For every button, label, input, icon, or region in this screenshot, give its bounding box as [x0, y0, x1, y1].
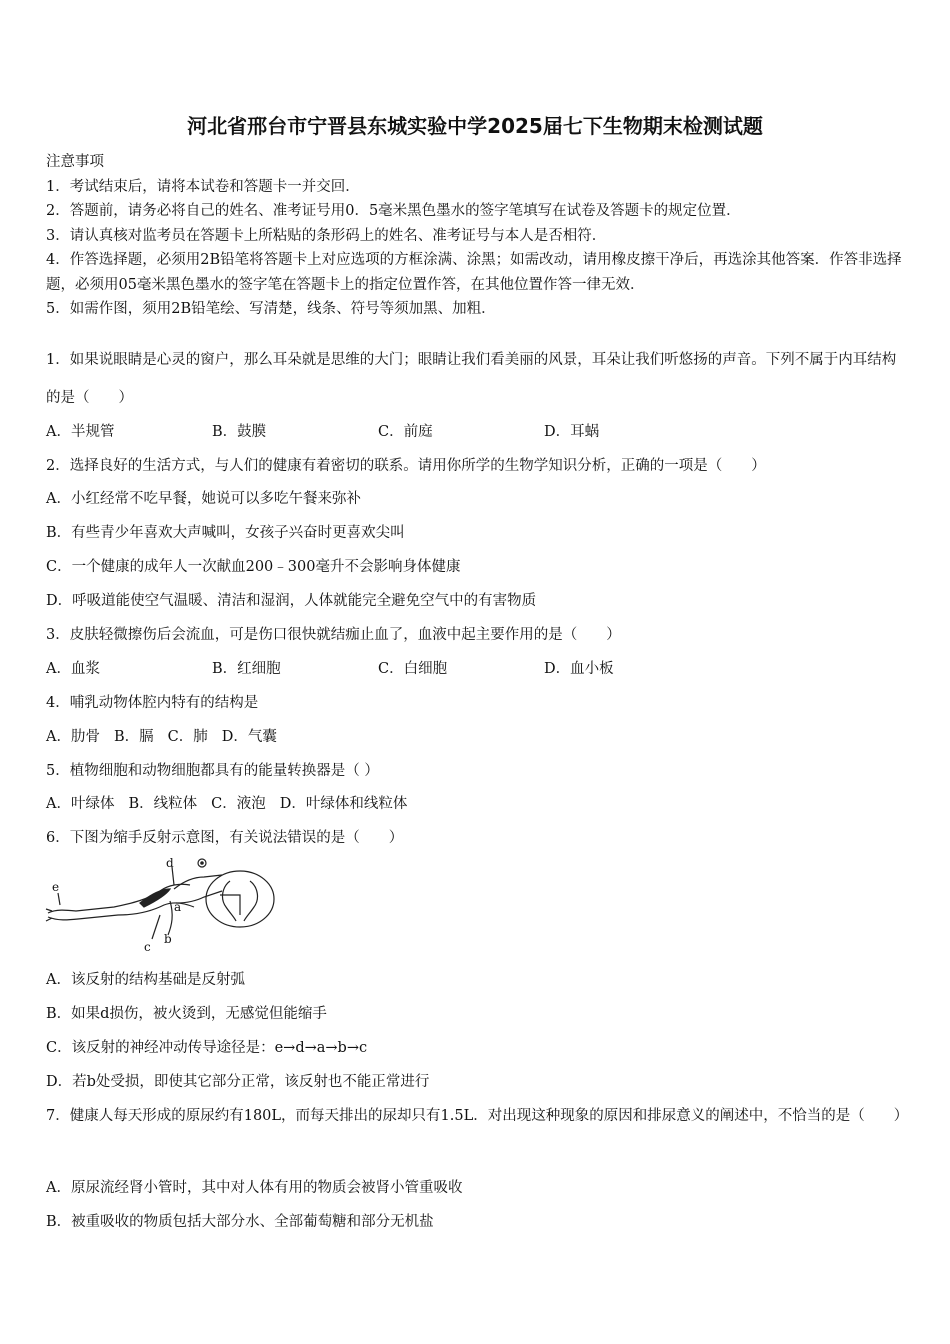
option-b: B．线粒体 [128, 796, 198, 812]
option-a: A．肋骨 [46, 729, 100, 745]
figure-label-c: c [144, 940, 151, 954]
notice-item: 4．作答选择题，必须用2B铅笔将答题卡上对应选项的方框涂满、涂黑；如需改动，请用橡皮擦干净后，再选涂其他答案．作答非选择题，必须用05毫米黑色墨水的签字笔在答题卡上的指定位置作答，在其他位置作答一律无效． [46, 252, 902, 293]
option-c: C．一个健康的成年人一次献血200﹣300毫升不会影响身体健康 [46, 559, 461, 575]
option-d: D．气囊 [221, 729, 277, 745]
option-c: C．液泡 [211, 796, 266, 812]
option-d: D．若b处受损，即使其它部分正常，该反射也不能正常进行 [46, 1074, 430, 1090]
option-d: D．血小板 [544, 661, 614, 677]
option-a: A．该反射的结构基础是反射弧 [46, 972, 245, 988]
question-6-stem: 6．下图为缩手反射示意图，有关说法错误的是（ ） [46, 830, 404, 846]
option-b: B．鼓膜 [212, 424, 267, 440]
question-1-stem: 1．如果说眼睛是心灵的窗户，那么耳朵就是思维的大门；眼睛让我们看美丽的风景，耳朵让我们听悠扬的声音。下列不属于内耳结构的是（ ） [46, 352, 897, 406]
figure-label-b: b [164, 932, 172, 946]
option-b: B．红细胞 [212, 661, 281, 677]
option-c: C．该反射的神经冲动传导途径是：e→d→a→b→c [46, 1040, 368, 1056]
option-d: D．呼吸道能使空气温暖、清洁和湿润，人体就能完全避免空气中的有害物质 [46, 593, 537, 609]
question-3-stem: 3．皮肤轻微擦伤后会流血，可是伤口很快就结痂止血了，血液中起主要作用的是（ ） [46, 627, 621, 643]
question-4-options [46, 726, 291, 748]
option-c: C．白细胞 [378, 661, 448, 677]
page-title: 河北省邢台市宁晋县东城实验中学2025届七下生物期末检测试题 [187, 114, 763, 138]
option-b: B．膈 [113, 729, 154, 745]
option-a: A．原尿流经肾小管时，其中对人体有用的物质会被肾小管重吸收 [46, 1180, 463, 1196]
notice-section [46, 150, 908, 322]
option-c: C．肺 [167, 729, 208, 745]
option-d: D．叶绿体和线粒体 [279, 796, 408, 812]
question-5-stem: 5．植物细胞和动物细胞都具有的能量转换器是（ ） [46, 763, 379, 779]
question-4-stem: 4．哺乳动物体腔内特有的结构是 [46, 695, 259, 711]
notice-item: 2．答题前，请务必将自己的姓名、准考证号用0．5毫米黑色墨水的签字笔填写在试卷及答题卡的规定位置． [46, 203, 741, 219]
option-b: B．如果d损伤，被火烫到，无感觉但能缩手 [46, 1006, 327, 1022]
question-5-options [46, 793, 421, 815]
option-a: A．血浆 [46, 661, 100, 677]
question-3-options [46, 658, 710, 680]
figure-label-e: e [52, 880, 60, 894]
notice-item: 3．请认真核对监考员在答题卡上所粘贴的条形码上的姓名、准考证号与本人是否相符． [46, 227, 607, 244]
question-7-stem: 7．健康人每天形成的原尿约有180L，而每天排出的尿却只有1.5L．对出现这种现象的原因和排尿意义的阐述中，不恰当的是（ ） [46, 1108, 909, 1124]
option-b: B．有些青少年喜欢大声喊叫，女孩子兴奋时更喜欢尖叫 [46, 525, 405, 541]
notice-item: 5．如需作图，须用2B铅笔绘、写清楚，线条、符号等须加黑、加粗． [46, 301, 496, 317]
option-a: A．叶绿体 [46, 796, 115, 812]
option-d: D．耳蜗 [544, 424, 600, 440]
notice-heading: 注意事项 [46, 154, 104, 170]
question-1-options [46, 421, 710, 443]
reflex-arc-diagram [44, 855, 284, 955]
option-b: B．被重吸收的物质包括大部分水、全部葡萄糖和部分无机盐 [46, 1214, 434, 1230]
option-c: C．前庭 [378, 424, 433, 440]
question-2-stem: 2．选择良好的生活方式，与人们的健康有着密切的联系。请用你所学的生物学知识分析，正确的一项是（ ） [46, 458, 766, 474]
figure-label-d: d [166, 856, 174, 870]
option-a: A．半规管 [46, 424, 115, 440]
figure-label-a: a [174, 900, 182, 914]
notice-item: 1．考试结束后，请将本试卷和答题卡一并交回． [46, 178, 360, 195]
option-a: A．小红经常不吃早餐，她说可以多吃午餐来弥补 [46, 491, 361, 507]
